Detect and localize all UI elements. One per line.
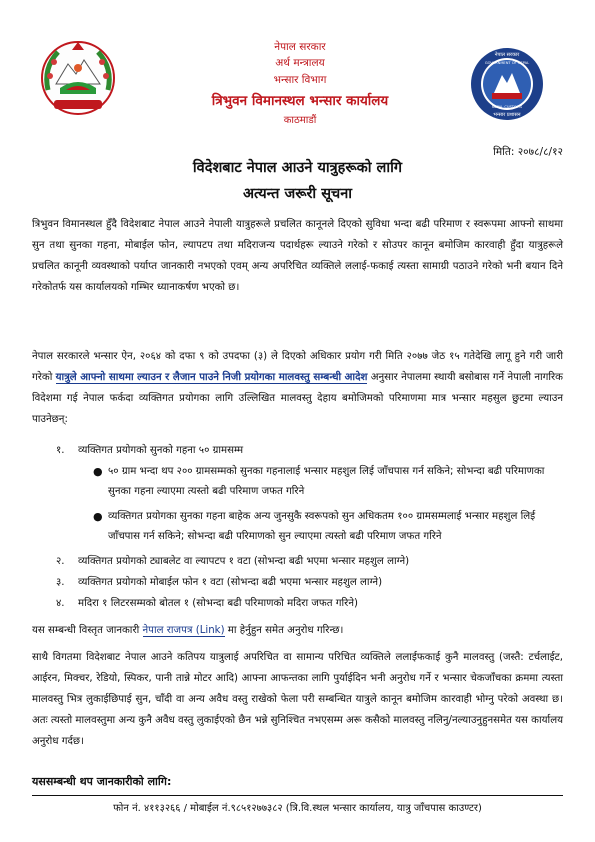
nepal-customs-logo-icon bbox=[470, 47, 544, 121]
notice-title: विदेशबाट नेपाल आउने यात्रुहरूको लागि bbox=[192, 160, 403, 176]
notice-subtitle: अत्यन्त जरूरी सूचना bbox=[242, 186, 353, 202]
contact-details: फोन नं. ४११३२६६ / मोबाईल नं.९८५१२७७३८२ (त्रि.वि.स्थल भन्सार कार्यालय, यात्रु जाँचपास काउण्टर) bbox=[113, 803, 482, 814]
sub-bullet-item bbox=[0, 507, 595, 549]
legal-paragraph-text-start: नेपाल सरकारले भन्सार ऐन, २०६४ को दफा ९ को उपदफा (३) ले दिएको अधिकार प्रयोग गरी मिति २०७७ जेठ १५ गतेदेखि लागू हुने गरी जारी गरेको bbox=[32, 351, 563, 383]
list-number: १. bbox=[56, 445, 65, 456]
list-number: ४. bbox=[56, 598, 65, 609]
customs-logo-top-text: नेपाल सरकार bbox=[494, 52, 520, 58]
sub-bullet-item bbox=[0, 462, 595, 504]
contact-heading: यससम्बन्धी थप जानकारीको लागि: bbox=[32, 775, 172, 788]
gazette-link[interactable]: नेपाल राजपत्र (Link) bbox=[142, 625, 225, 636]
customs-logo-bottom-text: भन्सार प्रशासन bbox=[493, 112, 521, 118]
bullet-text: व्यक्तिगत प्रयोगका सुनका गहना बाहेक अन्य जुनसुकै स्वरूपको सुन अधिकतम १०० ग्रामसम्मलाई भन्सार महशुल लिई जाँचपास गर्न सकिने; सोभन्दा बढी परिमाणको सुन ल्याएमा त्यस्तो बढी परिमाण जफत गरिने bbox=[108, 511, 536, 542]
list-text: व्यक्तिगत प्रयोगको ट्याबलेट वा ल्यापटप १ वटा (सोभन्दा बढी भएमा भन्सार महशुल लाग्ने) bbox=[78, 556, 410, 567]
city-name: काठमाडौं bbox=[283, 115, 317, 126]
bullet-text: ५० ग्राम भन्दा थप २०० ग्रामसम्मको सुनका गहनालाई भन्सार महशुल लिई जाँचपास गर्न सकिने; सोभन्दा बढी परिमाणका सुनका गहना ल्याएमा त्यस्तो बढी परिमाण जफत गरिने bbox=[108, 466, 545, 497]
list-text: मदिरा १ लिटरसम्मको बोतल १ (सोभन्दा बढी परिमाणको मदिरा जफत गरिने) bbox=[78, 598, 358, 609]
order-link[interactable]: यात्रुले आफ्नो साथमा ल्याउन र लैजान पाउने निजी प्रयोगका मालवस्तु सम्बन्धी आदेश bbox=[55, 372, 368, 383]
list-text: व्यक्तिगत प्रयोगको सुनको गहना ५० ग्रामसम्म bbox=[78, 445, 244, 456]
warning-paragraph: साथै विगतमा विदेशबाट नेपाल आउने कतिपय यात्रुलाई अपरिचित वा सामान्य परिचित व्यक्तिले ललाईफकाई कुनै मालवस्तु (जस्तै: टर्चलाईट, आईरन, मिक्चर, रेडियो, स्पिकर, पानी तान्ने मोटर आदि) आफ्ना आफन्तका लागि पुर्याईदिन भनी अनुरोध गर्ने र भन्सार चेकजाँचका क्रममा त्यस्ता मालवस्तु भित्र लुकाईछिपाई सुन, चाँदी वा अन्य अवैध वस्तु राखेको फेला परी सम्बन्धित यात्रुले कानून बमोजिम कारवाही भोग्नु परेको अवस्था छ। अतः त्यस्तो मालवस्तुमा अन्य कुनै अवैध वस्तु लुकाईएको छैन भन्ने सुनिश्चित नभएसम्म अरू कसैको मालवस्तु नलिनु/नल्याउनुहुनसमेत यस कार्यालय अनुरोध गर्दछ। bbox=[32, 652, 564, 747]
bullet-icon: ● bbox=[93, 465, 103, 478]
list-text: व्यक्तिगत प्रयोगको मोबाईल फोन १ वटा (सोभन्दा बढी भएमा भन्सार महशुल लाग्ने) bbox=[78, 577, 383, 588]
government-name: नेपाल सरकार bbox=[274, 41, 326, 53]
office-name: त्रिभुवन विमानस्थल भन्सार कार्यालय bbox=[211, 93, 389, 109]
intro-paragraph: त्रिभुवन विमानस्थल हुँदै विदेशबाट नेपाल आउने नेपाली यात्रुहरूले प्रचलित कानूनले दिएको सुविधा भन्दा बढी परिमाण र स्वरूपमा आफ्नो साथमा सुन तथा सुनका गहना, मोबाईल फोन, ल्यापटप तथा मदिराजन्य पदार्थहरू ल्याउने गरेको र सोउपर कानून बमोजिम कारवाही हुँदा यात्रुहरूले प्रचलित कानूनी व्यवस्थाको पर्याप्त जानकारी नभएको एवम् अन्य अपरिचित व्यक्तिले ललाई-फकाई त्यस्ता सामाग्री पठाउने गरेको भनी बयान दिने गरेकोतर्फ यस कार्यालयको गम्भिर ध्यानाकर्षण भएको छ। bbox=[32, 219, 563, 293]
list-number: ३. bbox=[56, 577, 65, 588]
customs-logo-ring-text: GOVERNMENT OF NEPAL bbox=[484, 61, 530, 65]
ministry-name: अर्थ मन्त्रालय bbox=[275, 57, 325, 69]
gazette-text-end: मा हेर्नुहुन समेत अनुरोध गरिन्छ। bbox=[224, 625, 344, 636]
gazette-text-start: यस सम्बन्धी विस्तृत जानकारी bbox=[32, 625, 143, 636]
list-number: २. bbox=[56, 556, 65, 567]
bullet-icon: ● bbox=[93, 510, 103, 523]
department-name: भन्सार विभाग bbox=[273, 74, 327, 86]
customs-logo-name-text: NEPAL CUSTOMS bbox=[491, 105, 523, 109]
legal-paragraph bbox=[32, 346, 563, 430]
gazette-paragraph bbox=[32, 620, 563, 641]
footer-divider bbox=[32, 795, 563, 796]
nepal-emblem-icon bbox=[38, 38, 118, 118]
legal-paragraph-text-end: अनुसार नेपालमा स्थायी बसोबास गर्ने नेपाली नागरिक विदेशमा गई नेपाल फर्कदा व्यक्तिगत प्रयोगका लागि उल्लिखित मालवस्तु देहाय बमोजिमको परिमाणमा मात्र भन्सार महसुल छुटमा ल्याउन पाउनेछन्: bbox=[32, 372, 563, 425]
notice-date: मिति: २०७८/८/१२ bbox=[493, 146, 563, 158]
